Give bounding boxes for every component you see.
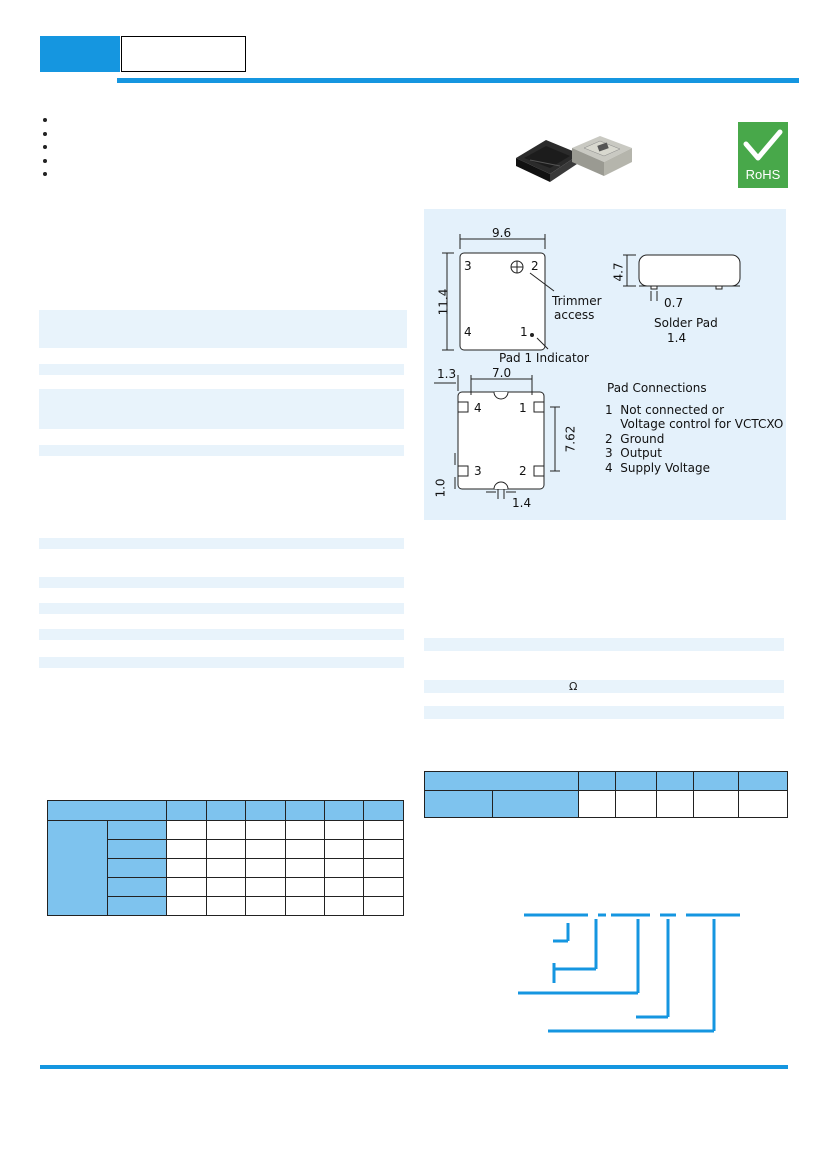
- table-cell: [364, 821, 404, 840]
- dimension-diagram: [424, 209, 786, 520]
- feature-bullet: [43, 145, 47, 149]
- spec-row: [39, 603, 404, 614]
- header-brand-block: [40, 36, 120, 72]
- frequency-table: [424, 771, 788, 818]
- part-number-tree: [510, 905, 750, 1040]
- pad-connection-1: 1 Not connected or: [605, 403, 725, 417]
- table-row-header: [108, 859, 167, 878]
- solder-pad-value: 1.4: [667, 331, 687, 345]
- checkmark-icon: [738, 126, 788, 168]
- pin-bottom-3: 3: [474, 464, 482, 478]
- dim-pad-bottom: 1.4: [512, 496, 532, 510]
- header-title-box: [121, 36, 246, 72]
- table-cell: [325, 859, 364, 878]
- table-header-cell: [739, 772, 788, 791]
- dim-side-pad: 0.7: [664, 296, 684, 310]
- dim-edge: 1.3: [437, 367, 457, 381]
- table-row-header: [108, 897, 167, 916]
- stability-table: [47, 800, 404, 916]
- pad-connections-title: Pad Connections: [607, 381, 707, 395]
- table-cell: [325, 821, 364, 840]
- table-header-cell: [693, 772, 739, 791]
- feature-bullet: [43, 118, 47, 122]
- dim-pad-size: 1.0: [433, 478, 448, 498]
- trimmer-label-2: access: [554, 308, 595, 322]
- pad-connection-4: 4 Supply Voltage: [605, 461, 710, 475]
- table-header-cell: [246, 801, 285, 821]
- table-cell: [206, 897, 245, 916]
- table-header-cell: [285, 801, 324, 821]
- table-cell: [364, 897, 404, 916]
- table-cell: [206, 859, 245, 878]
- pin-label-3: 3: [464, 259, 472, 273]
- table-cell: [739, 791, 788, 818]
- trimmer-label: Trimmer: [552, 294, 602, 308]
- rohs-label: RoHS: [745, 167, 781, 182]
- product-photo: [510, 118, 640, 190]
- table-header-cell: [48, 801, 167, 821]
- footer-rule: [40, 1065, 788, 1069]
- table-cell: [325, 897, 364, 916]
- table-cell: [285, 878, 324, 897]
- table-header-cell: [425, 772, 579, 791]
- table-cell: [364, 878, 404, 897]
- spec-row: [39, 445, 404, 456]
- solder-pad-label: Solder Pad: [654, 316, 718, 330]
- pad-connection-2: 2 Ground: [605, 432, 665, 446]
- pin-bottom-4: 4: [474, 401, 482, 415]
- table-group-cell: [48, 821, 108, 916]
- dim-pad-vert: 7.62: [563, 425, 578, 453]
- table-cell: [285, 859, 324, 878]
- table-row-header: [493, 791, 579, 818]
- spec-row: [424, 706, 784, 719]
- table-header-cell: [206, 801, 245, 821]
- table-row-header: [108, 840, 167, 859]
- table-cell: [325, 878, 364, 897]
- dim-width: 9.6: [492, 226, 512, 240]
- table-header-cell: [615, 772, 657, 791]
- table-cell: [579, 791, 616, 818]
- feature-bullet: [43, 172, 47, 176]
- feature-bullet: [43, 132, 47, 136]
- dim-height: 11.4: [436, 288, 451, 316]
- table-header-cell: [579, 772, 616, 791]
- pin-label-2: 2: [531, 259, 539, 273]
- table-cell: [657, 791, 694, 818]
- dim-pad-span: 7.0: [492, 366, 512, 380]
- pad-connection-3: 3 Output: [605, 446, 662, 460]
- table-cell: [206, 821, 245, 840]
- table-cell: [285, 840, 324, 859]
- pin-bottom-2: 2: [519, 464, 527, 478]
- table-cell: [246, 859, 285, 878]
- spec-row: [39, 538, 404, 549]
- spec-row: [39, 657, 404, 668]
- header-rule: [117, 78, 799, 83]
- pin-bottom-1: 1: [519, 401, 527, 415]
- table-cell: [167, 897, 206, 916]
- pin-label-1: 1: [520, 325, 528, 339]
- table-cell: [364, 859, 404, 878]
- table-cell: [246, 897, 285, 916]
- table-cell: [206, 878, 245, 897]
- feature-bullet: [43, 159, 47, 163]
- rohs-badge: [738, 122, 788, 188]
- table-cell: [615, 791, 657, 818]
- spec-row: [39, 629, 404, 640]
- table-cell: [246, 840, 285, 859]
- table-cell: [693, 791, 739, 818]
- table-cell: [246, 878, 285, 897]
- table-cell: [246, 821, 285, 840]
- dim-side-height: 4.7: [611, 262, 626, 282]
- table-cell: [167, 840, 206, 859]
- spec-row: [39, 364, 404, 375]
- table-cell: [167, 878, 206, 897]
- spec-row: [424, 638, 784, 651]
- pad-connection-1b: Voltage control for VCTCXO: [605, 417, 784, 431]
- table-cell: [325, 840, 364, 859]
- table-cell: [167, 821, 206, 840]
- pad1-indicator-label: Pad 1 Indicator: [499, 351, 589, 365]
- table-cell: [285, 897, 324, 916]
- table-cell: [364, 840, 404, 859]
- spec-row: [39, 389, 404, 429]
- table-row-header: [425, 791, 493, 818]
- table-row-header: [108, 821, 167, 840]
- pin-label-4: 4: [464, 325, 472, 339]
- table-row-header: [108, 878, 167, 897]
- spec-row: [39, 310, 407, 348]
- table-header-cell: [364, 801, 404, 821]
- table-header-cell: [167, 801, 206, 821]
- table-header-cell: [325, 801, 364, 821]
- table-cell: [167, 859, 206, 878]
- spec-row: [39, 577, 404, 588]
- table-header-cell: [657, 772, 694, 791]
- table-cell: [285, 821, 324, 840]
- table-cell: [206, 840, 245, 859]
- spec-row: [424, 680, 784, 693]
- omega-symbol: Ω: [569, 680, 578, 693]
